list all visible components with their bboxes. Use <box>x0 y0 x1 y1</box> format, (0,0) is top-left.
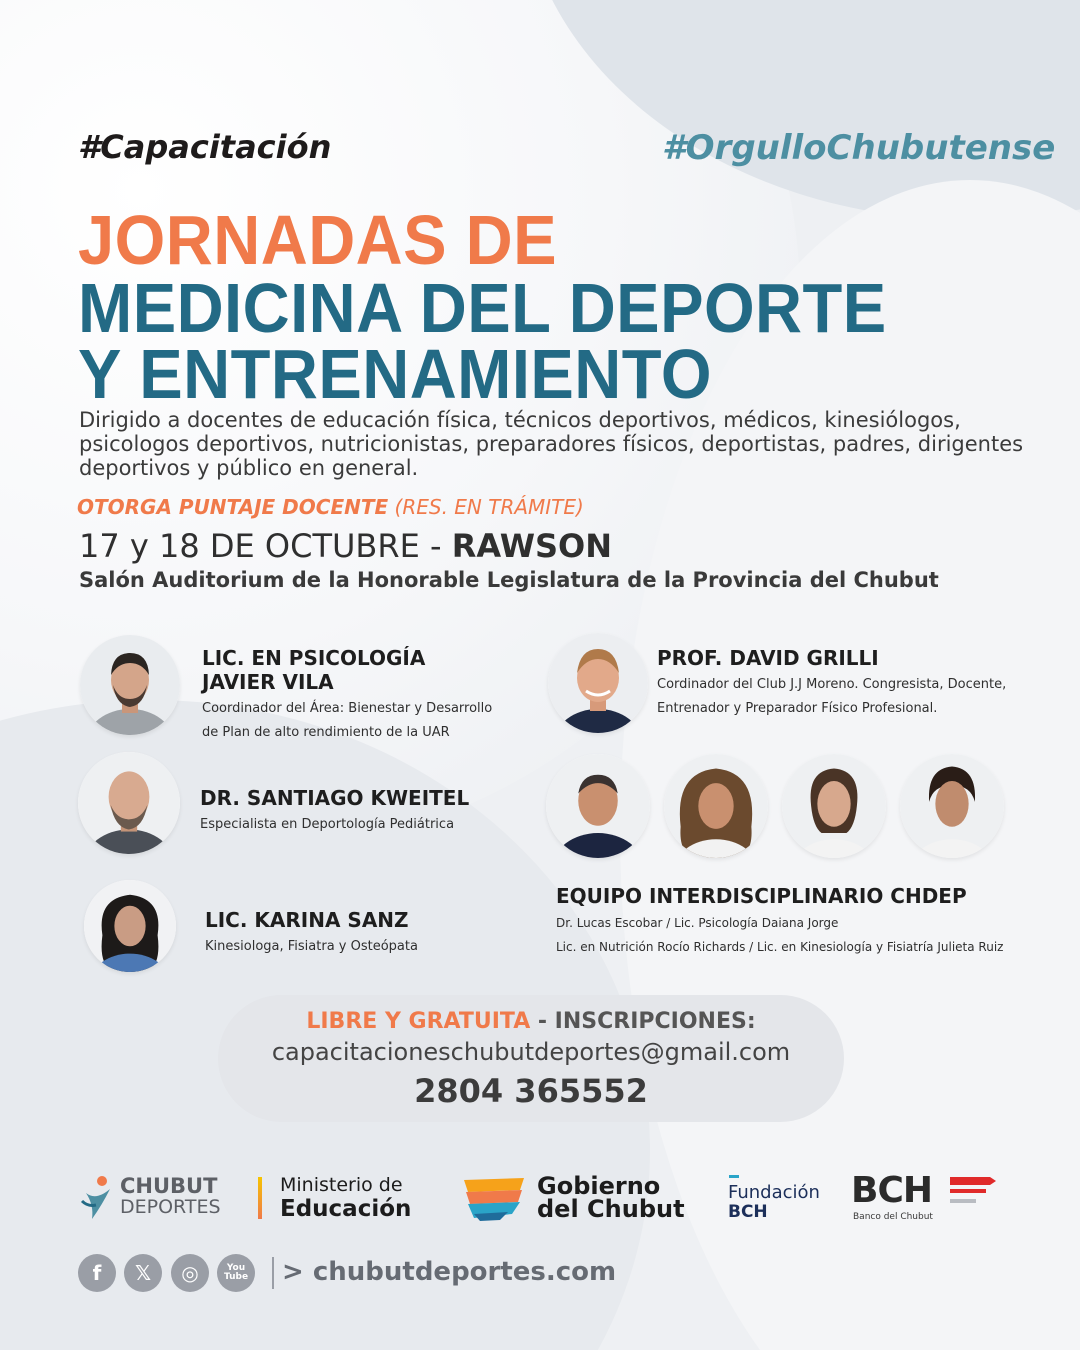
avatar-santiago-kweitel <box>78 752 180 854</box>
registration-box <box>218 995 844 1122</box>
event-dates: 17 y 18 DE OCTUBRE - <box>79 527 452 565</box>
audience-description: Dirigido a docentes de educación física, técnicos deportivos, médicos, kinesiólogos, psicologos deportivos, nutricionistas, preparadores físicos, deportistas, padres, dirigentes deportivos y público en general. <box>79 408 1024 480</box>
speaker-vila-title: LIC. EN PSICOLOGÍA <box>202 646 426 670</box>
speaker-vila-name: JAVIER VILA <box>202 670 334 694</box>
avatar-team-member-1 <box>546 754 650 858</box>
puntaje-note: (RES. EN TRÁMITE) <box>394 495 584 519</box>
avatar-karina-sanz <box>84 880 176 972</box>
chubut-deportes-logo-icon <box>80 1175 114 1221</box>
avatar-team-member-3 <box>782 754 886 858</box>
ministerio-line1: Ministerio de <box>280 1174 403 1196</box>
bch-logo-text: BCH <box>851 1170 932 1211</box>
speaker-sanz-name: LIC. KARINA SANZ <box>205 908 409 932</box>
team-line-2: Lic. en Nutrición Rocío Richards / Lic. en Kinesiología y Fisiatría Julieta Ruiz <box>556 940 1004 954</box>
avatar-david-grilli <box>548 633 648 733</box>
registration-email[interactable]: capacitacioneschubutdeportes@gmail.com <box>271 1038 791 1066</box>
registration-phone[interactable]: 2804 365552 <box>414 1072 648 1110</box>
youtube-icon[interactable]: You Tube <box>217 1254 255 1292</box>
speaker-kweitel-role: Especialista en Deportología Pediátrica <box>200 817 455 832</box>
speaker-grilli-role-1: Cordinador del Club J.J Moreno. Congresista, Docente, <box>657 677 1007 692</box>
chubut-deportes-line2: DEPORTES <box>120 1196 221 1218</box>
gobierno-line1: Gobierno <box>537 1172 661 1200</box>
instagram-icon[interactable]: ◎ <box>171 1254 209 1292</box>
speaker-vila-role-1: Coordinador del Área: Bienestar y Desarrollo <box>202 701 493 716</box>
gobierno-line2: del Chubut <box>537 1195 685 1223</box>
ministerio-divider <box>258 1177 262 1219</box>
footer-divider <box>272 1257 274 1289</box>
registration-heading <box>218 1009 844 1034</box>
ministerio-line2: Educación <box>280 1196 412 1222</box>
title-line-1: JORNADAS DE <box>78 201 557 279</box>
title-line-3: Y ENTRENAMIENTO <box>78 335 712 413</box>
bch-logo-subtitle: Banco del Chubut <box>853 1212 933 1222</box>
event-date <box>79 527 612 565</box>
fundacion-line2: BCH <box>728 1202 768 1222</box>
x-icon[interactable]: 𝕏 <box>124 1254 162 1292</box>
title-line-2: MEDICINA DEL DEPORTE <box>78 269 887 347</box>
avatar-team-member-2 <box>664 754 768 858</box>
hashtag-capacitacion: #Capacitación <box>78 128 332 166</box>
fundacion-accent <box>729 1175 739 1178</box>
hashtag-orgullo: #OrgulloChubutense <box>662 128 1056 168</box>
speaker-grilli-role-2: Entrenador y Preparador Físico Profesional. <box>657 701 938 716</box>
event-city: RAWSON <box>451 527 613 565</box>
gobierno-chubut-logo-icon <box>460 1174 530 1222</box>
puntaje-docente <box>77 495 584 519</box>
event-venue: Salón Auditorium de la Honorable Legislatura de la Provincia del Chubut <box>79 568 939 592</box>
fundacion-line1: Fundación <box>728 1182 820 1203</box>
speaker-grilli-name: PROF. DAVID GRILLI <box>657 646 879 670</box>
speaker-vila-role-2: de Plan de alto rendimiento de la UAR <box>202 725 450 740</box>
bch-arrow-icon <box>946 1173 998 1207</box>
free-label: LIBRE Y GRATUITA <box>306 1009 531 1034</box>
registration-label: - INSCRIPCIONES: <box>530 1009 756 1034</box>
team-name: EQUIPO INTERDISCIPLINARIO CHDEP <box>556 884 967 908</box>
puntaje-main: OTORGA PUNTAJE DOCENTE <box>77 495 389 519</box>
chubut-deportes-line1: CHUBUT <box>120 1174 218 1198</box>
speaker-sanz-role: Kinesiologa, Fisiatra y Osteópata <box>205 939 418 954</box>
team-line-1: Dr. Lucas Escobar / Lic. Psicología Daiana Jorge <box>556 916 839 930</box>
avatar-team-member-4 <box>900 754 1004 858</box>
avatar-javier-vila <box>80 635 180 735</box>
facebook-icon[interactable]: f <box>78 1254 116 1292</box>
website-link[interactable]: > chubutdeportes.com <box>282 1257 617 1287</box>
speaker-kweitel-name: DR. SANTIAGO KWEITEL <box>200 786 470 810</box>
